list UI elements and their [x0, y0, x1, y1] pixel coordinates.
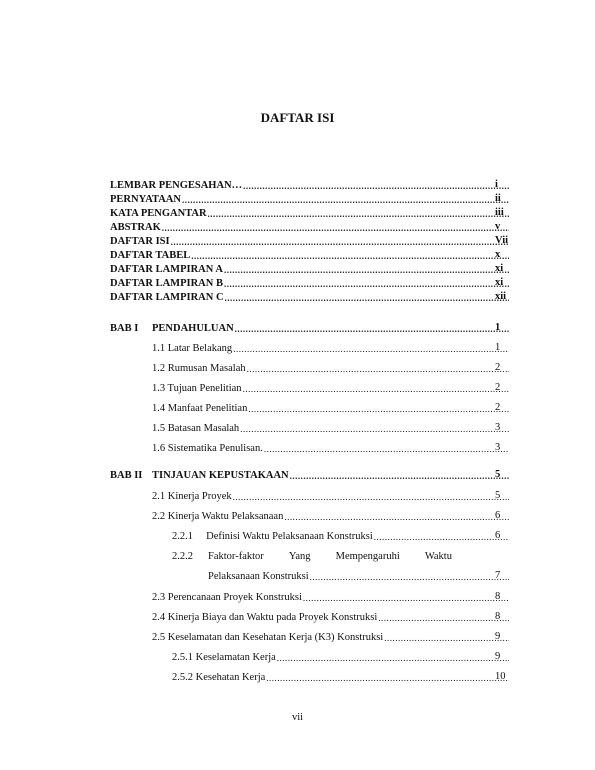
toc-entry[interactable]: [208, 568, 510, 583]
leader-dots: [310, 571, 509, 583]
leader-dots: [277, 652, 509, 664]
leader-dots: [233, 343, 509, 355]
toc-entry[interactable]: [152, 340, 510, 355]
toc-chapter[interactable]: [110, 320, 510, 335]
toc-entry-page: 9: [495, 651, 501, 662]
toc-entry-label: DAFTAR LAMPIRAN B: [110, 278, 223, 289]
leader-dots: [266, 672, 509, 684]
toc-entry-label: 1.5 Batasan Masalah: [152, 423, 240, 434]
toc-entry-page: 5: [495, 469, 501, 480]
toc-entry-page: 3: [495, 442, 501, 453]
toc-entry[interactable]: [152, 488, 510, 503]
toc-chapter[interactable]: [110, 467, 510, 482]
toc-entry[interactable]: [110, 177, 510, 192]
toc-entry-label: LEMBAR PENGESAHAN…: [110, 180, 243, 191]
toc-entry-label: ABSTRAK: [110, 222, 161, 233]
toc-entry-number: 2.2.2: [172, 551, 193, 562]
toc-entry-page: 3: [495, 422, 501, 433]
leader-dots: [240, 423, 509, 435]
toc-entry[interactable]: [152, 360, 510, 375]
toc-entry-page: 1: [495, 342, 501, 353]
word: Yang: [288, 551, 311, 562]
toc-entry-label: 2.5 Keselamatan dan Kesehatan Kerja (K3) Konstruksi: [152, 632, 384, 643]
toc-entry[interactable]: [152, 400, 510, 415]
toc-entry-page: 1: [495, 322, 501, 333]
leader-dots: [290, 470, 509, 482]
toc-entry[interactable]: [110, 261, 510, 276]
toc-entry-label: 1.1 Latar Belakang: [152, 343, 233, 354]
toc-entry[interactable]: [152, 420, 510, 435]
toc-entry-page: xi: [495, 277, 504, 288]
toc-entry-label: 2.5.1 Keselamatan Kerja: [172, 652, 276, 663]
toc-entry-label: Pelaksanaan Konstruksi: [208, 571, 309, 582]
toc-entry-page: 6: [495, 530, 501, 541]
toc-entry[interactable]: [152, 440, 510, 455]
leader-dots: [243, 383, 509, 395]
toc-entry-page: 2: [495, 382, 501, 393]
leader-dots: [233, 491, 509, 503]
toc-entry[interactable]: [152, 508, 510, 523]
toc-entry[interactable]: [152, 629, 510, 644]
toc-entry-page: 2: [495, 362, 501, 373]
toc-entry-page: 6: [495, 510, 501, 521]
toc-entry-label: DAFTAR TABEL: [110, 250, 191, 261]
toc-entry-label: 2.1 Kinerja Proyek: [152, 491, 232, 502]
toc-entry-page: xii: [495, 291, 507, 302]
toc-entry-page: Vii: [495, 235, 509, 246]
leader-dots: [378, 612, 509, 624]
leader-dots: [264, 443, 509, 455]
toc-entry[interactable]: [110, 289, 510, 304]
toc-entry[interactable]: [110, 233, 510, 248]
toc-entry-page: 9: [495, 631, 501, 642]
toc-entry-label: 1.4 Manfaat Penelitian: [152, 403, 248, 414]
toc-entry-page: iii: [495, 207, 504, 218]
toc-entry-page: 7: [495, 570, 501, 581]
leader-dots: [284, 511, 509, 523]
toc-entry-page: 5: [495, 490, 501, 501]
toc-entry-page: 10: [495, 671, 506, 682]
toc-entry-page: 8: [495, 611, 501, 622]
chapter-number: BAB II: [110, 470, 143, 481]
toc-entry-label: 1.3 Tujuan Penelitian: [152, 383, 242, 394]
toc-entry-page: 2: [495, 402, 501, 413]
chapter-title: PENDAHULUAN: [152, 323, 234, 334]
page-title: DAFTAR ISI: [260, 110, 335, 125]
toc-entry[interactable]: [152, 609, 510, 624]
toc-entry-label: DAFTAR LAMPIRAN C: [110, 292, 224, 303]
toc-entry[interactable]: [110, 247, 510, 262]
toc-entry-page: 8: [495, 591, 501, 602]
toc-entry-page: ii: [495, 193, 501, 204]
toc-entry-label: DAFTAR LAMPIRAN A: [110, 264, 223, 275]
toc-entry-label: 1.2 Rumusan Masalah: [152, 363, 246, 374]
toc-entry[interactable]: [152, 589, 510, 604]
toc-entry[interactable]: [110, 219, 510, 234]
toc-entry[interactable]: [110, 191, 510, 206]
toc-entry-label: 2.2 Kinerja Waktu Pelaksanaan: [152, 511, 284, 522]
leader-dots: [247, 363, 509, 375]
toc-entry-label: DAFTAR ISI: [110, 236, 170, 247]
leader-dots: [225, 292, 509, 304]
page-number: vii: [291, 712, 304, 723]
toc-entry[interactable]: [172, 649, 510, 664]
word: Faktor-faktor: [208, 551, 264, 562]
toc-entry-label: KATA PENGANTAR: [110, 208, 207, 219]
toc-entry[interactable]: [110, 275, 510, 290]
toc-entry-page: x: [495, 249, 501, 260]
toc-entry-label: 1.6 Sistematika Penulisan.: [152, 443, 263, 454]
toc-entry-label: 2.2.1 Definisi Waktu Pelaksanaan Konstruksi: [172, 531, 373, 542]
toc-entry-label: 2.4 Kinerja Biaya dan Waktu pada Proyek Konstruksi: [152, 612, 378, 623]
toc-entry-page: v: [495, 221, 501, 232]
word: Mempengaruhi: [335, 551, 400, 562]
toc-entry-justified[interactable]: [172, 548, 452, 563]
toc-entry-label: 2.3 Perencanaan Proyek Konstruksi: [152, 592, 302, 603]
toc-entry[interactable]: [172, 669, 510, 684]
toc-entry[interactable]: [110, 205, 510, 220]
leader-dots: [248, 403, 509, 415]
chapter-number: BAB I: [110, 323, 139, 334]
leader-dots: [303, 592, 509, 604]
toc-entry[interactable]: [152, 380, 510, 395]
toc-entry-page: i: [495, 179, 498, 190]
toc-entry-words: [208, 550, 452, 563]
leader-dots: [235, 323, 509, 335]
chapter-title: TINJAUAN KEPUSTAKAAN: [152, 470, 289, 481]
word: Waktu: [424, 551, 452, 562]
toc-entry[interactable]: [172, 528, 510, 543]
leader-dots: [384, 632, 509, 644]
leader-dots: [374, 531, 509, 543]
toc-entry-label: 2.5.2 Kesehatan Kerja: [172, 672, 266, 683]
toc-entry-page: xi: [495, 263, 504, 274]
toc-entry-label: PERNYATAAN: [110, 194, 181, 205]
